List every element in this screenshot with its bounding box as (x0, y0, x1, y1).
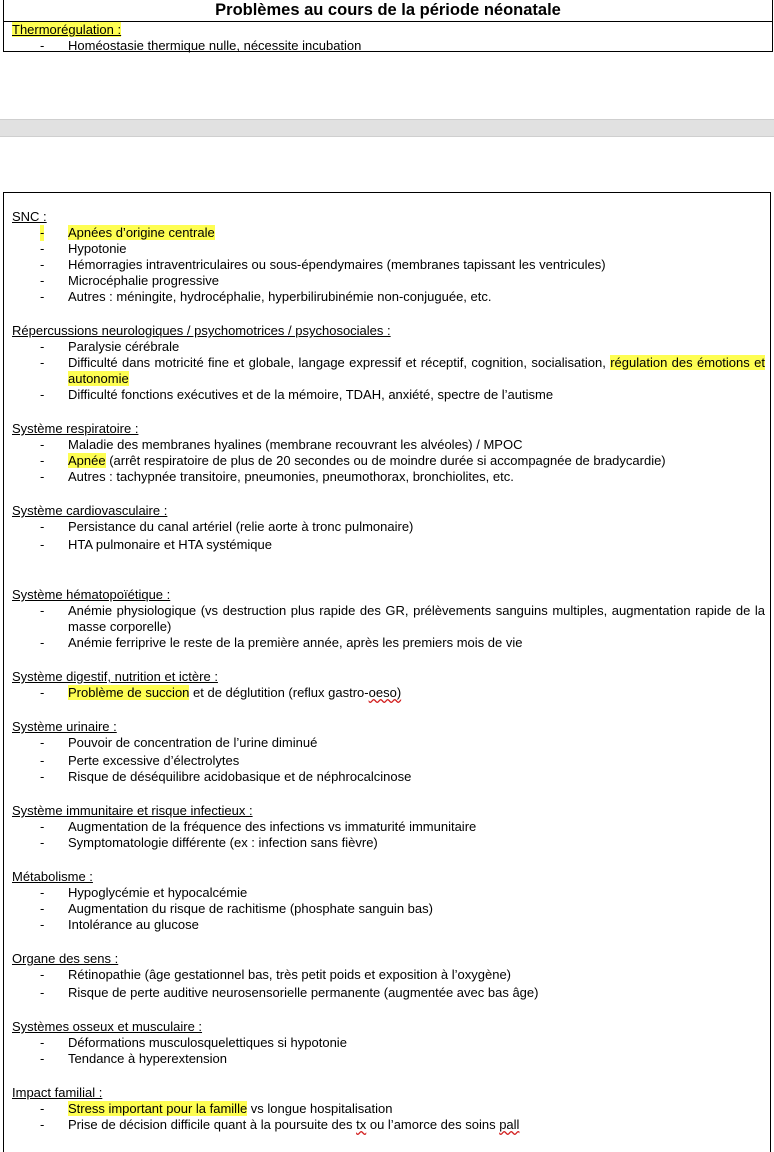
section-heading-cardio: Système cardiovasculaire : (12, 503, 168, 518)
list-item: - Homéostasie thermique nulle, nécessite incubation (40, 38, 362, 53)
section-heading-resp: Système respiratoire : (12, 421, 139, 436)
list-item: - Augmentation du risque de rachitisme (phosphate sanguin bas) (40, 901, 433, 916)
list-item: - Difficulté dans motricité fine et globale, langage expressif et réceptif, cognition, socialisation, régulation des émotions et autonomie (40, 355, 765, 386)
list-item: - Tendance à hyperextension (40, 1051, 228, 1066)
section-heading-thermo: Thermorégulation : (12, 22, 122, 37)
list-item: - Autres : méningite, hydrocéphalie, hyperbilirubinémie non-conjuguée, etc. (40, 289, 492, 304)
list-item: - Anémie ferriprive le reste de la première année, après les premiers mois de vie (40, 635, 523, 650)
list-item: - HTA pulmonaire et HTA systémique (40, 537, 272, 552)
list-item: - Hypoglycémie et hypocalcémie (40, 885, 248, 900)
section-heading-osseux: Systèmes osseux et musculaire : (12, 1019, 203, 1034)
list-item: - Persistance du canal artériel (relie aorte à tronc pulmonaire) (40, 519, 414, 534)
list-item: - Hypotonie (40, 241, 127, 256)
list-item: - Symptomatologie différente (ex : infection sans fièvre) (40, 835, 378, 850)
section-heading-hemato: Système hématopoïétique : (12, 587, 171, 602)
thermo-section (4, 22, 772, 54)
section-heading-immun: Système immunitaire et risque infectieux : (12, 803, 253, 818)
section-heading-sens: Organe des sens : (12, 951, 119, 966)
list-item: - Rétinopathie (âge gestationnel bas, très petit poids et exposition à l’oxygène) (40, 967, 512, 982)
list-item: - Apnées d’origine centrale (40, 225, 215, 240)
list-item: - Augmentation de la fréquence des infections vs immaturité immunitaire (40, 819, 477, 834)
section-heading-neuro: Répercussions neurologiques / psychomotrices / psychosociales : (12, 323, 391, 338)
section-heading-urinaire: Système urinaire : (12, 719, 117, 734)
list-item: - Difficulté fonctions exécutives et de la mémoire, TDAH, anxiété, spectre de l’autisme (40, 387, 554, 402)
list-item: - Problème de succion et de déglutition (reflux gastro-oeso) (40, 685, 402, 700)
list-item: - Intolérance au glucose (40, 917, 199, 932)
list-item: - Risque de perte auditive neurosensorielle permanente (augmentée avec bas âge) (40, 985, 539, 1000)
list-item: - Perte excessive d’électrolytes (40, 753, 240, 768)
list-item: - Prise de décision difficile quant à la poursuite des tx ou l’amorce des soins pall (40, 1117, 520, 1132)
header-box (3, 0, 773, 52)
content (12, 209, 765, 1133)
page-title: Problèmes au cours de la période néonatale (4, 0, 772, 22)
list-item: - Stress important pour la famille vs longue hospitalisation (40, 1101, 393, 1116)
list-item: - Risque de déséquilibre acidobasique et de néphrocalcinose (40, 769, 412, 784)
list-item: - Déformations musculosquelettiques si hypotonie (40, 1035, 347, 1050)
list-item: - Anémie physiologique (vs destruction plus rapide des GR, prélèvements sanguins multiples, augmentation rapide de la masse corporelle) (40, 603, 765, 634)
list-item: - Maladie des membranes hyalines (membrane recouvrant les alvéoles) / MPOC (40, 437, 523, 452)
list-item: - Pouvoir de concentration de l’urine diminué (40, 735, 318, 750)
list-item: - Microcéphalie progressive (40, 273, 220, 288)
section-heading-digestif: Système digestif, nutrition et ictère : (12, 669, 218, 684)
section-heading-famille: Impact familial : (12, 1085, 103, 1100)
list-item: - Paralysie cérébrale (40, 339, 180, 354)
content-box (3, 192, 771, 1152)
page-break-band (0, 119, 774, 137)
section-heading-snc: SNC : (12, 209, 47, 224)
section-heading-metab: Métabolisme : (12, 869, 93, 884)
list-item: - Autres : tachypnée transitoire, pneumonies, pneumothorax, bronchiolites, etc. (40, 469, 514, 484)
list-item: - Apnée (arrêt respiratoire de plus de 20 secondes ou de moindre durée si accompagnée de bradycardie) (40, 453, 666, 468)
list-item: - Hémorragies intraventriculaires ou sous-épendymaires (membranes tapissant les ventricules) (40, 257, 606, 272)
